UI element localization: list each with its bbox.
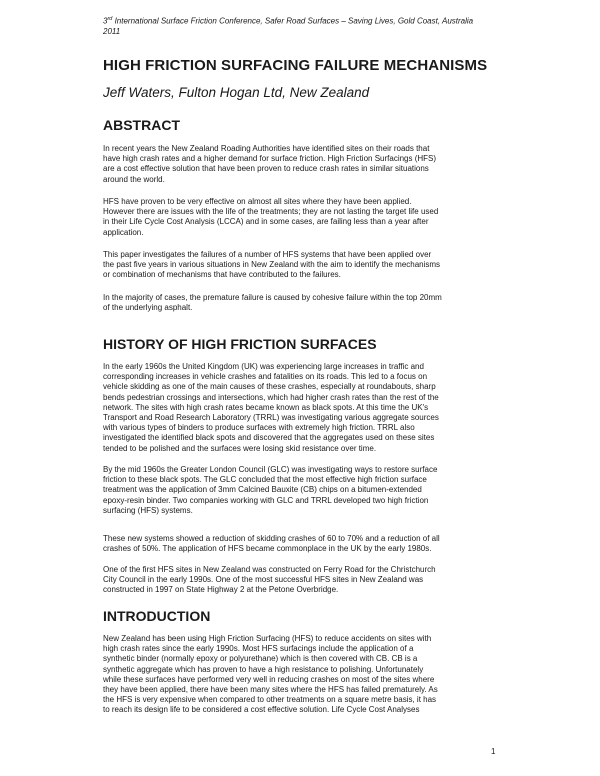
introduction-paragraph: New Zealand has been using High Friction Surfacing (HFS) to reduce accidents on sites with high crash rates since the early 1990s. Most HFS surfacings include the application of a synthetic binder (normally epoxy or polyurethane) which is then covered with CB. CB is a synthetic aggregate which has proven to have a high resistance to polishing. Unfortunately while these surfaces have performed very well in reducing crashes on most of the sites where they have been applied, there have been many sites where the HFS has failed prematurely. As the HFS is very expensive when compared to other treatments on a square metre basis, it has to reach its design life to be considered a cost effective solution. Life Cycle Cost Analyses (103, 634, 438, 715)
history-paragraph: In the early 1960s the United Kingdom (UK) was experiencing large increases in traffic and corresponding increases in vehicle crashes and fatalities on its roads. This led to a focus on vehicle skidding as one of the main causes of these crashes, especially at roundabouts, sharp bends pedestrian crossings and intersections, which had higher crash rates than the rest of the network. The sites with high crash rates became known as black spots. At this time the UK's Transport and Road Research Laboratory (TRRL) was investigating various aggregate sources with various types of binders to produce surfaces with extremely high friction. TRRL also investigated the identified black spots and discovered that the aggregates used on these sites tended to be polished and the surfaces were losing skid resistance over time. (103, 362, 439, 453)
history-paragraph: One of the first HFS sites in New Zealand was constructed on Ferry Road for the Christchurch City Council in the early 1990s. One of the most successful HFS sites in New Zealand was constructed in 1997 on State Highway 2 at the Petone Overbridge. (103, 565, 436, 595)
abstract-paragraph: In the majority of cases, the premature failure is caused by cohesive failure within the top 20mm of the underlying asphalt. (103, 293, 442, 313)
page-number: 1 (491, 747, 496, 756)
paper-author: Jeff Waters, Fulton Hogan Ltd, New Zealand (103, 85, 370, 100)
paper-title: HIGH FRICTION SURFACING FAILURE MECHANISMS (103, 57, 488, 74)
conference-header (103, 14, 503, 37)
header-ordinal-number: 3 (103, 16, 108, 26)
abstract-paragraph: In recent years the New Zealand Roading Authorities have identified sites on their roads that have high crash rates and a higher demand for surface friction. High Friction Surfacings (HFS) are a cost effective solution that have been proven to reduce crash rates in similar situations around the world. (103, 144, 437, 184)
abstract-heading: ABSTRACT (103, 117, 180, 133)
history-paragraph: These new systems showed a reduction of skidding crashes of 60 to 70% and a reduction of all crashes of 50%. The application of HFS became commonplace in the UK by the early 1980s. (103, 534, 440, 554)
abstract-paragraph: HFS have proven to be very effective on almost all sites where they have been applied. However there are issues with the life of the treatments; they are not lasting the target life used in their Life Cycle Cost Analysis (LCCA) and in some cases, are failing less than a year after application. (103, 197, 439, 237)
history-paragraph: By the mid 1960s the Greater London Council (GLC) was investigating ways to restore surface friction to these black spots. The GLC concluded that the most effective high friction surface treatment was the application of 3mm Calcined Bauxite (CB) chips on a bitumen-extended epoxy-resin binder. Two companies working with GLC and TRRL developed two high friction surfacing (HFS) systems. (103, 465, 438, 515)
abstract-paragraph: This paper investigates the failures of a number of HFS systems that have been applied over the past five years in various situations in New Zealand with the aim to identify the mechanisms or combination of mechanisms that have contributed to the failures. (103, 250, 441, 280)
header-ordinal-suffix: rd (107, 16, 113, 22)
header-text: International Surface Friction Conference, Safer Road Surfaces – Saving Lives, Gold Coast, Australia 2011 (103, 16, 474, 36)
introduction-heading: INTRODUCTION (103, 608, 211, 624)
history-heading: HISTORY OF HIGH FRICTION SURFACES (103, 336, 377, 352)
